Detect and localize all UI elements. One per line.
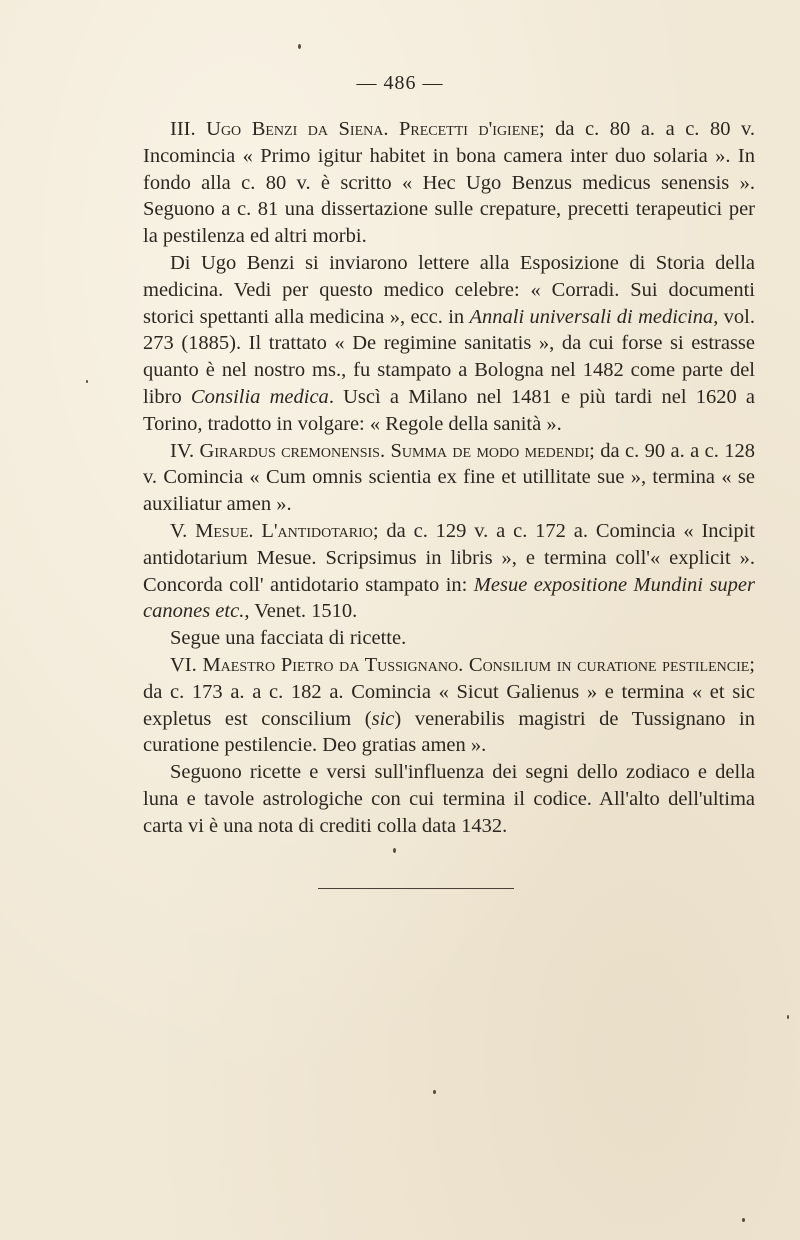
paragraph-text: ) venerabilis magistri de Tussignano in curatione pestilencie. Deo gratias amen ». [143,707,755,757]
page-number: — 486 — [356,72,444,94]
paper-speck [742,1218,745,1222]
paragraph [143,652,755,759]
paper-speck [433,1090,436,1094]
paragraph-text: Di Ugo Benzi si inviarono lettere alla Esposizione di Storia della medicina. Vedi per questo medico celebre: « Corradi. Sui documenti storici spettanti alla medicina », ecc. in [143,251,755,328]
italic-title: Consilia medica [190,385,329,408]
paragraph-text: VI. [170,653,203,676]
section-heading: Ugo Benzi da Siena. Precetti d'igiene [206,118,539,140]
paragraph-text: Seguono ricette e versi sull'influenza dei segni dello zodiaco e della luna e tavole astrologiche con cui termina il codice. All'alto dell'ultima carta vi è una nota di crediti colla data 1432. [143,761,755,837]
paragraph [143,250,755,438]
paragraph-text: ; da c. 173 a. a c. 182 a. Comincia « Sicut Galienus » e termina « et sic expletus est conscilium ( [143,653,755,730]
paragraph-text: V. [170,519,196,542]
paragraph-text: ; da c. 90 a. a c. 128 v. Comincia « Cum omnis scientia ex fine et utillitate sue », termina « se auxiliatur amen ». [143,439,755,516]
paragraph-text: ; da c. 129 v. a c. 172 a. Comincia « Incipit antidotarium Mesue. Scripsimus in libris », e termina coll'« explicit ». Concorda coll' antidotario stampato in: [143,519,755,596]
paragraph [143,438,755,518]
body-text [143,116,755,840]
italic-title: Mesue expositione Mundini super canones etc. [143,573,756,623]
italic-title: sic [371,707,395,730]
paragraph-text: , vol. 273 (1885). Il trattato « De regimine sanitatis », da cui forse si estrasse quanto è nel nostro ms., fu stampato a Bologna nel 1482 come parte del libro [143,305,755,408]
paragraph-text: . Uscì a Milano nel 1481 e più tardi nel 1620 a Torino, tradotto in volgare: « Regole della sanità ». [143,385,756,435]
paragraph [143,625,755,652]
section-heading: Girardus cremonensis. Summa de modo medendi [199,439,590,462]
paper-speck [393,848,396,853]
paragraph [143,759,755,839]
paragraph-text: III. [170,118,207,140]
paragraph [143,116,755,250]
closing-rule [318,888,514,889]
paragraph-text: ; da c. 80 a. a c. 80 v. Incomincia « Primo igitur habitet in bona camera inter duo solaria ». In fondo alla c. 80 v. è scritto « Hec Ugo Benzus medicus senensis ». Seguono a c. 81 una dissertazione sulle crepature, precetti terapeutici per la pestilenza ed altri morbi. [143,118,756,248]
paragraph-text: Segue una facciata di ricette. [170,627,407,650]
paragraph [143,518,755,625]
paragraph-text: IV. [170,439,200,462]
paper-speck [787,1015,789,1019]
italic-title: Annali universali di medicina [469,305,714,328]
section-heading: Maestro Pietro da Tussignano. Consilium in curatione pestilencie [202,653,750,676]
paper-speck [86,380,88,383]
section-heading: Mesue. L'antidotario [195,519,373,542]
paper-speck [298,44,301,49]
paragraph-text: , Venet. 1510. [244,600,358,623]
